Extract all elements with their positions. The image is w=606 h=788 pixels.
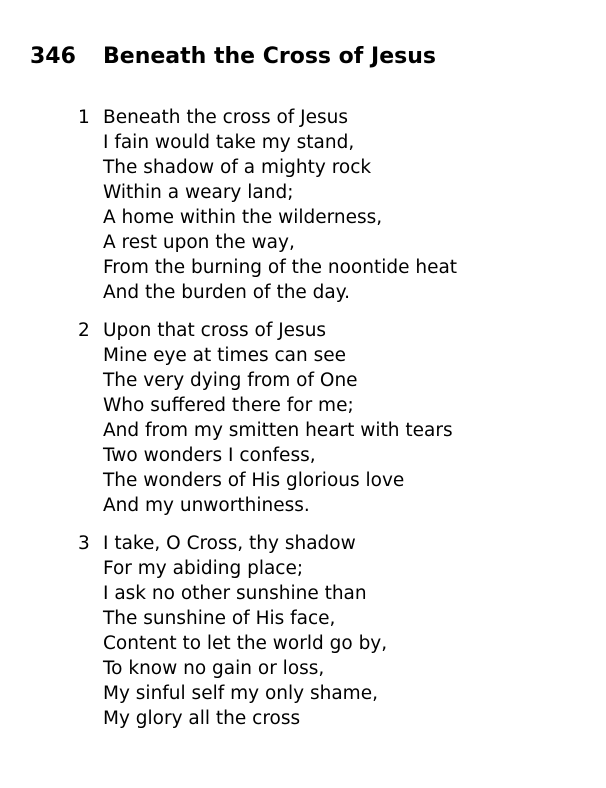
verse-line: I take, O Cross, thy shadow <box>103 533 356 554</box>
verse-2 <box>78 318 457 518</box>
verse-line: I ask no other sunshine than <box>103 583 367 604</box>
verse-line: Two wonders I confess, <box>103 445 316 466</box>
verse-line: For my abiding place; <box>103 558 304 579</box>
verse-line: The sunshine of His face, <box>103 608 336 629</box>
verse-line: My glory all the cross <box>103 708 301 729</box>
verse-lines <box>103 531 387 731</box>
verse-line: The very dying from of One <box>103 370 358 391</box>
verse-line: And from my smitten heart with tears <box>103 420 453 441</box>
verse-lines <box>103 318 453 518</box>
verse-line: Upon that cross of Jesus <box>103 320 327 341</box>
verse-list <box>78 105 457 744</box>
verse-number: 3 <box>78 533 90 554</box>
verse-1 <box>78 105 457 305</box>
verse-line: A rest upon the way, <box>103 232 295 253</box>
verse-line: A home within the wilderness, <box>103 207 383 228</box>
hymn-title: Beneath the Cross of Jesus <box>103 44 436 69</box>
verse-line: The wonders of His glorious love <box>103 470 405 491</box>
verse-line: Within a weary land; <box>103 182 294 203</box>
verse-lines <box>103 105 457 305</box>
verse-line: Mine eye at times can see <box>103 345 346 366</box>
verse-line: To know no gain or loss, <box>103 658 325 679</box>
verse-line: Beneath the cross of Jesus <box>103 107 349 128</box>
verse-number: 2 <box>78 320 90 341</box>
verse-line: Content to let the world go by, <box>103 633 388 654</box>
verse-line: Who suffered there for me; <box>103 395 354 416</box>
verse-line: My sinful self my only shame, <box>103 683 378 704</box>
verse-line: The shadow of a mighty rock <box>103 157 372 178</box>
verse-line: I fain would take my stand, <box>103 132 355 153</box>
verse-line: From the burning of the noontide heat <box>103 257 458 278</box>
verse-line: And my unworthiness. <box>103 495 310 516</box>
hymn-header <box>30 42 436 72</box>
verse-line: And the burden of the day. <box>103 282 350 303</box>
hymn-number: 346 <box>30 44 76 69</box>
verse-number: 1 <box>78 107 90 128</box>
verse-3 <box>78 531 457 731</box>
